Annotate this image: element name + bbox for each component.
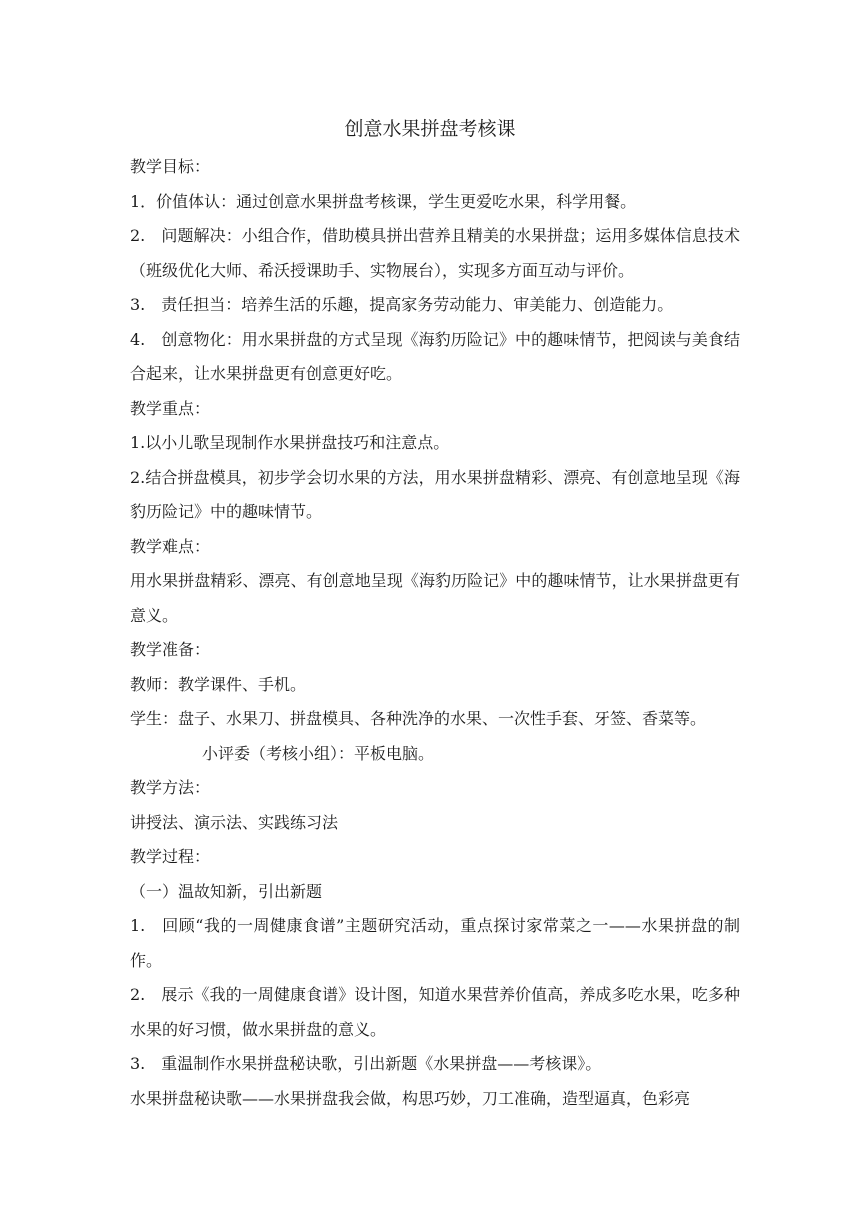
paragraph: 2.结合拼盘模具，初步学会切水果的方法，用水果拼盘精彩、漂亮、有创意地呈现《海豹历险记》中的趣味情节。 xyxy=(130,467,740,521)
paragraph: 水果拼盘秘诀歌——水果拼盘我会做，构思巧妙，刀工准确，造型逼真，色彩亮 xyxy=(130,1088,691,1108)
page-title: 创意水果拼盘考核课 xyxy=(344,118,516,140)
paragraph: 3. 责任担当：培养生活的乐趣，提高家务劳动能力、审美能力、创造能力。 xyxy=(130,295,674,314)
paragraph: 讲授法、演示法、实践练习法 xyxy=(130,812,339,832)
section-heading-process: 教学过程： xyxy=(130,847,211,866)
paragraph: 学生：盘子、水果刀、拼盘模具、各种洗净的水果、一次性手套、牙签、香菜等。 xyxy=(130,709,707,728)
paragraph: 教师：教学课件、手机。 xyxy=(130,674,307,694)
paragraph: 3. 重温制作水果拼盘秘诀歌，引出新题《水果拼盘——考核课》。 xyxy=(130,1054,602,1073)
paragraph: 2. 问题解决：小组合作，借助模具拼出营养且精美的水果拼盘；运用多媒体信息技术（班级优化大师、希沃授课助手、实物展台），实现多方面互动与评价。 xyxy=(130,226,740,280)
section-heading-key-points: 教学重点： xyxy=(130,398,211,418)
paragraph: 1．价值体认：通过创意水果拼盘考核课，学生更爱吃水果，科学用餐。 xyxy=(130,191,637,211)
paragraph: 1.以小儿歌呈现制作水果拼盘技巧和注意点。 xyxy=(130,433,450,452)
document-body xyxy=(130,150,740,1116)
section-heading-difficulties: 教学难点： xyxy=(130,536,211,556)
paragraph: 2. 展示《我的一周健康食谱》设计图，知道水果营养价值高，养成多吃水果，吃多种水果的好习惯，做水果拼盘的意义。 xyxy=(130,985,740,1039)
paragraph: 用水果拼盘精彩、漂亮、有创意地呈现《海豹历险记》中的趣味情节，让水果拼盘更有意义。 xyxy=(130,571,740,625)
section-heading-methods: 教学方法： xyxy=(130,778,211,797)
paragraph: 4. 创意物化：用水果拼盘的方式呈现《海豹历险记》中的趣味情节，把阅读与美食结合起来，让水果拼盘更有创意更好吃。 xyxy=(130,329,740,383)
subsection-heading: （一）温故知新，引出新题 xyxy=(130,881,323,901)
section-heading-preparation: 教学准备： xyxy=(130,640,211,659)
section-heading-goals: 教学目标： xyxy=(130,157,211,176)
paragraph: 小评委（考核小组）：平板电脑。 xyxy=(202,743,435,763)
paragraph: 1. 回顾“我的一周健康食谱”主题研究活动，重点探讨家常菜之一——水果拼盘的制作。 xyxy=(130,916,740,970)
